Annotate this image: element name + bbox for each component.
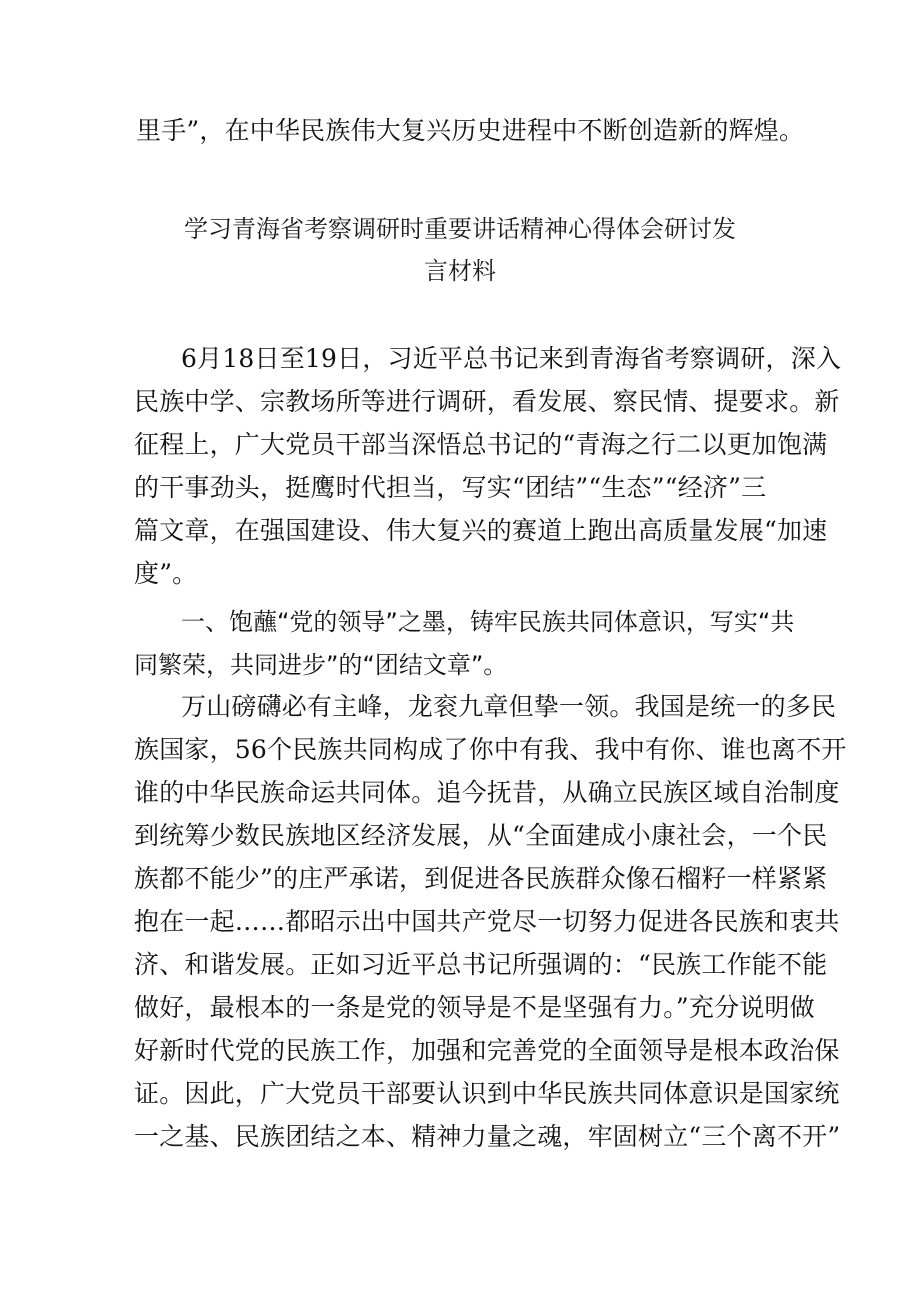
paragraph-line: 的干事劲头，挺鹰时代担当，写实“团结”“生态”“经济”三 xyxy=(134,473,767,502)
paragraph-line: 万山磅礴必有主峰，龙衮九章但挚一领。我国是统一的多民 xyxy=(181,692,837,721)
paragraph-line: 度”。 xyxy=(134,559,198,588)
paragraph-line: 做好，最根本的一条是党的领导是不是坚强有力。”充分说明做 xyxy=(134,993,815,1022)
opening-line: 里手”，在中华民族伟大复兴历史进程中不断创造新的辉煌。 xyxy=(136,116,805,145)
paragraph-line: 证。因此，广大党员干部要认识到中华民族共同体意识是国家统 xyxy=(134,1079,840,1108)
document-title-line-1: 学习青海省考察调研时重要讲话精神心得体会研讨发 xyxy=(184,215,736,243)
paragraph-line: 民族中学、宗教场所等进行调研，看发展、察民情、提要求。新 xyxy=(134,387,840,416)
document-title-line-2: 言材料 xyxy=(424,257,496,285)
paragraph-line: 到统筹少数民族地区经济发展，从“全面建成小康社会，一个民 xyxy=(134,821,828,850)
paragraph-line: 族国家，56个民族共同构成了你中有我、我中有你、谁也离不开 xyxy=(134,735,847,764)
paragraph-line: 抱在一起……都昭示出中国共产党尽一切努力促进各民族和衷共 xyxy=(134,907,840,936)
heading-line: 同繁荣，共同进步”的“团结文章”。 xyxy=(134,651,508,679)
heading-line: 一、饱蘸“党的领导”之墨，铸牢民族共同体意识，写实“共 xyxy=(181,608,795,636)
paragraph-line: 谁的中华民族命运共同体。追今抚昔，从确立民族区域自治制度 xyxy=(134,778,840,807)
paragraph-line: 好新时代党的民族工作，加强和完善党的全面领导是根本政治保 xyxy=(134,1036,840,1065)
paragraph-line: 一之基、民族团结之本、精神力量之魂，牢固树立“三个离不开” xyxy=(134,1122,841,1151)
paragraph-line: 征程上，广大党员干部当深悟总书记的“青海之行二以更加饱满 xyxy=(134,430,828,459)
paragraph-line: 济、和谐发展。正如习近平总书记所强调的：“民族工作能不能 xyxy=(134,950,828,979)
paragraph-line: 6月18日至19日，习近平总书记来到青海省考察调研，深入 xyxy=(181,344,842,373)
paragraph-line: 族都不能少”的庄严承诺，到促进各民族群众像石榴籽一样紧紧 xyxy=(134,864,828,893)
paragraph-line: 篇文章，在强国建设、伟大复兴的赛道上跑出高质量发展“加速 xyxy=(134,516,828,545)
